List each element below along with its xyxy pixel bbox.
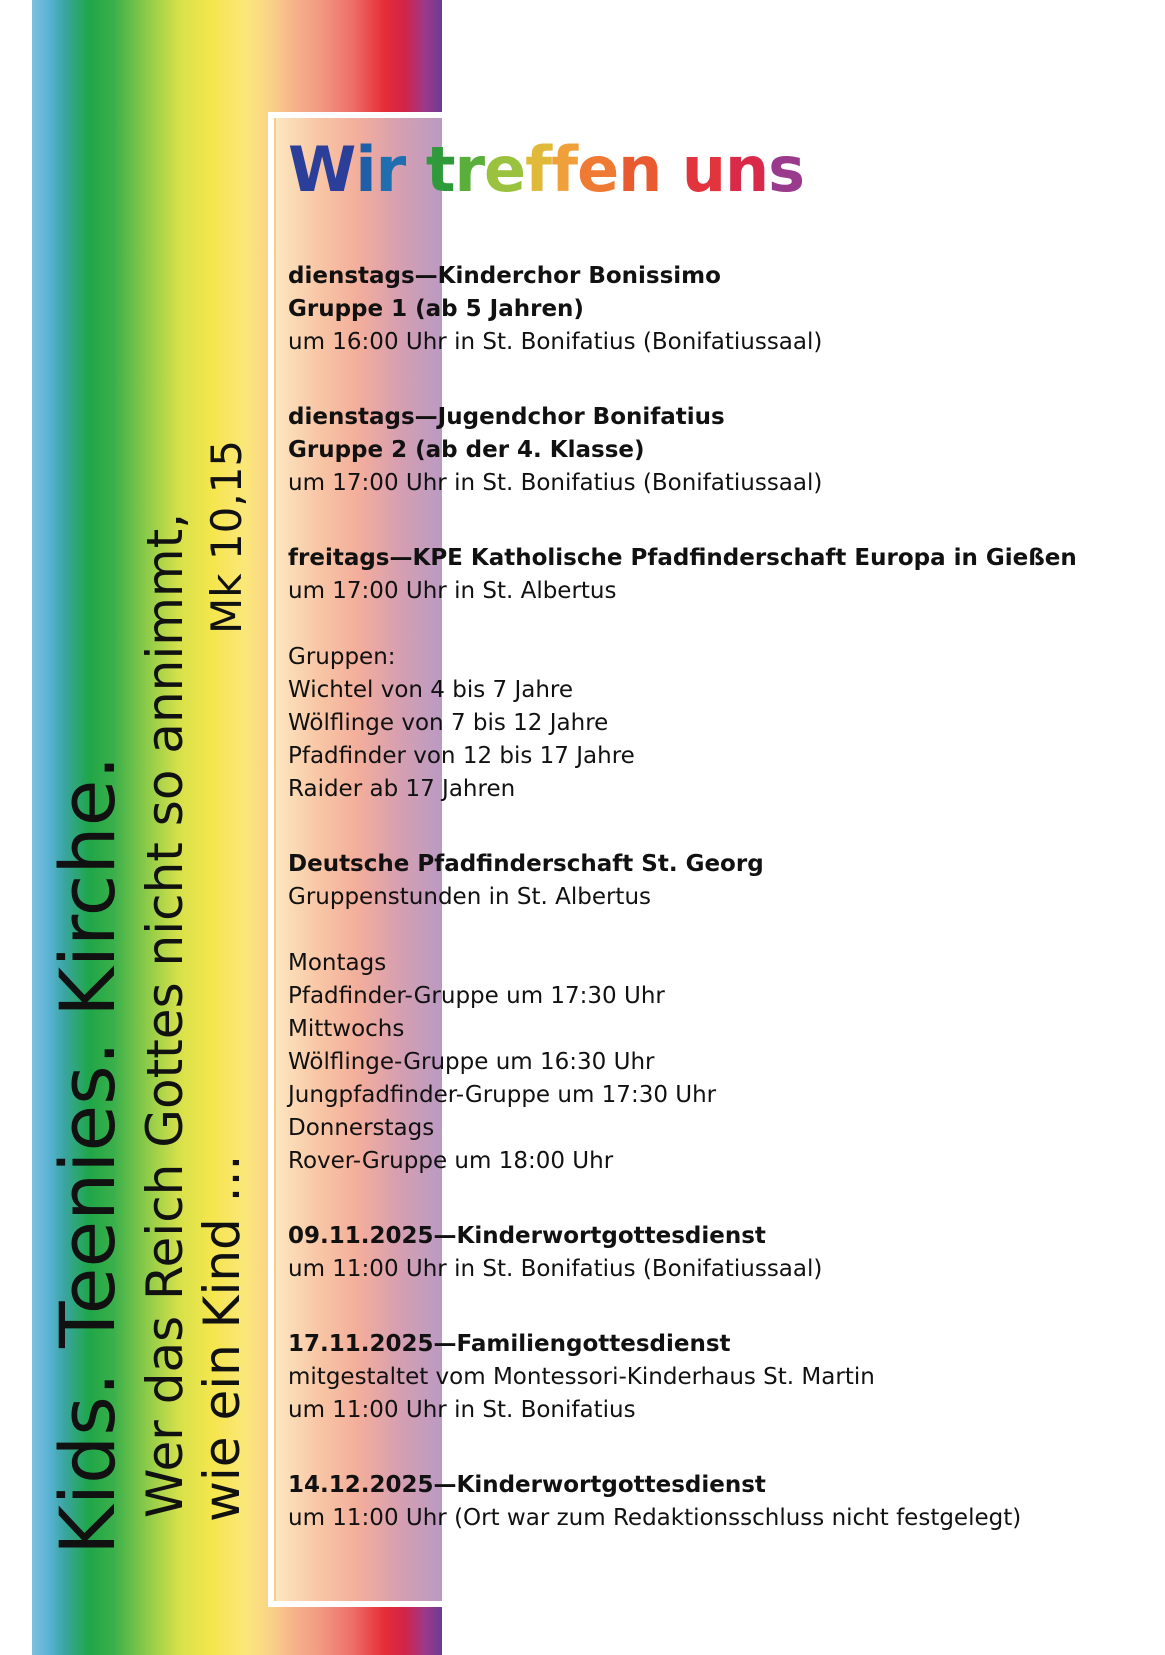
event-detail: um 11:00 Uhr in St. Bonifatius bbox=[288, 1397, 636, 1423]
event-item bbox=[288, 401, 1148, 500]
event-subtitle: Gruppe 1 (ab 5 Jahren) bbox=[288, 296, 584, 322]
page-title-letter: r bbox=[375, 133, 406, 206]
vertical-quote-line-1: Wer das Reich Gottes nicht so annimmt, bbox=[136, 512, 194, 1518]
vertical-quote-reference: Mk 10,15 bbox=[202, 439, 251, 634]
event-title: 09.11.2025—Kinderwortgottesdienst bbox=[288, 1223, 766, 1249]
event-detail: um 11:00 Uhr (Ort war zum Redaktionsschluss nicht festgelegt) bbox=[288, 1505, 1022, 1531]
event-item bbox=[288, 848, 1148, 1178]
event-detail: Gruppen: bbox=[288, 644, 396, 670]
event-detail: Raider ab 17 Jahren bbox=[288, 776, 516, 802]
page-title-letter: f bbox=[551, 133, 578, 206]
page-title-letter: f bbox=[525, 133, 552, 206]
page-title-letter: e bbox=[484, 133, 526, 206]
event-spacer bbox=[288, 914, 1148, 947]
event-title: freitags—KPE Katholische Pfadfinderschaft Europa in Gießen bbox=[288, 545, 1077, 571]
event-item bbox=[288, 260, 1148, 359]
vertical-title: Kids. Teenies. Kirche. bbox=[43, 755, 132, 1555]
event-detail: Jungpfadfinder-Gruppe um 17:30 Uhr bbox=[288, 1082, 717, 1108]
event-item bbox=[288, 1220, 1148, 1286]
event-title: dienstags—Jugendchor Bonifatius bbox=[288, 404, 725, 430]
page-title-letter: r bbox=[454, 133, 485, 206]
event-title: 17.11.2025—Familiengottesdienst bbox=[288, 1331, 731, 1357]
event-detail: Pfadfinder-Gruppe um 17:30 Uhr bbox=[288, 983, 665, 1009]
page-title-letter: s bbox=[768, 133, 805, 206]
page-title-letter bbox=[661, 133, 682, 206]
page-title-letter: n bbox=[725, 133, 769, 206]
page-title-letter: n bbox=[618, 133, 662, 206]
event-detail: Wichtel von 4 bis 7 Jahre bbox=[288, 677, 574, 703]
page-title-letter: i bbox=[355, 133, 376, 206]
page-title-letter: t bbox=[425, 133, 455, 206]
event-detail: Wölflinge von 7 bis 12 Jahre bbox=[288, 710, 609, 736]
event-detail: um 17:00 Uhr in St. Bonifatius (Bonifatiussaal) bbox=[288, 470, 823, 496]
event-detail: Montags bbox=[288, 950, 387, 976]
page-title bbox=[288, 132, 804, 208]
event-detail: Pfadfinder von 12 bis 17 Jahre bbox=[288, 743, 635, 769]
event-subtitle: Gruppe 2 (ab der 4. Klasse) bbox=[288, 437, 645, 463]
page-title-letter: W bbox=[288, 133, 356, 206]
event-detail: Wölflinge-Gruppe um 16:30 Uhr bbox=[288, 1049, 655, 1075]
event-title: 14.12.2025—Kinderwortgottesdienst bbox=[288, 1472, 766, 1498]
event-detail: um 11:00 Uhr in St. Bonifatius (Bonifatiussaal) bbox=[288, 1256, 823, 1282]
event-detail: um 17:00 Uhr in St. Albertus bbox=[288, 578, 617, 604]
event-item bbox=[288, 1328, 1148, 1427]
event-item bbox=[288, 1469, 1148, 1535]
event-title: Deutsche Pfadfinderschaft St. Georg bbox=[288, 851, 764, 877]
page-title-letter: e bbox=[577, 133, 619, 206]
event-detail: mitgestaltet vom Montessori-Kinderhaus St. Martin bbox=[288, 1364, 875, 1390]
page-title-letter bbox=[405, 133, 426, 206]
page-title-letter: u bbox=[681, 133, 726, 206]
event-detail: Mittwochs bbox=[288, 1016, 405, 1042]
event-list bbox=[288, 260, 1148, 1577]
event-detail: Rover-Gruppe um 18:00 Uhr bbox=[288, 1148, 614, 1174]
event-detail: Gruppenstunden in St. Albertus bbox=[288, 884, 652, 910]
event-detail: um 16:00 Uhr in St. Bonifatius (Bonifatiussaal) bbox=[288, 329, 823, 355]
event-title: dienstags—Kinderchor Bonissimo bbox=[288, 263, 721, 289]
event-detail: Donnerstags bbox=[288, 1115, 435, 1141]
event-spacer bbox=[288, 608, 1148, 641]
event-item bbox=[288, 542, 1148, 806]
vertical-quote-line-2: wie ein Kind ... bbox=[193, 1154, 251, 1522]
